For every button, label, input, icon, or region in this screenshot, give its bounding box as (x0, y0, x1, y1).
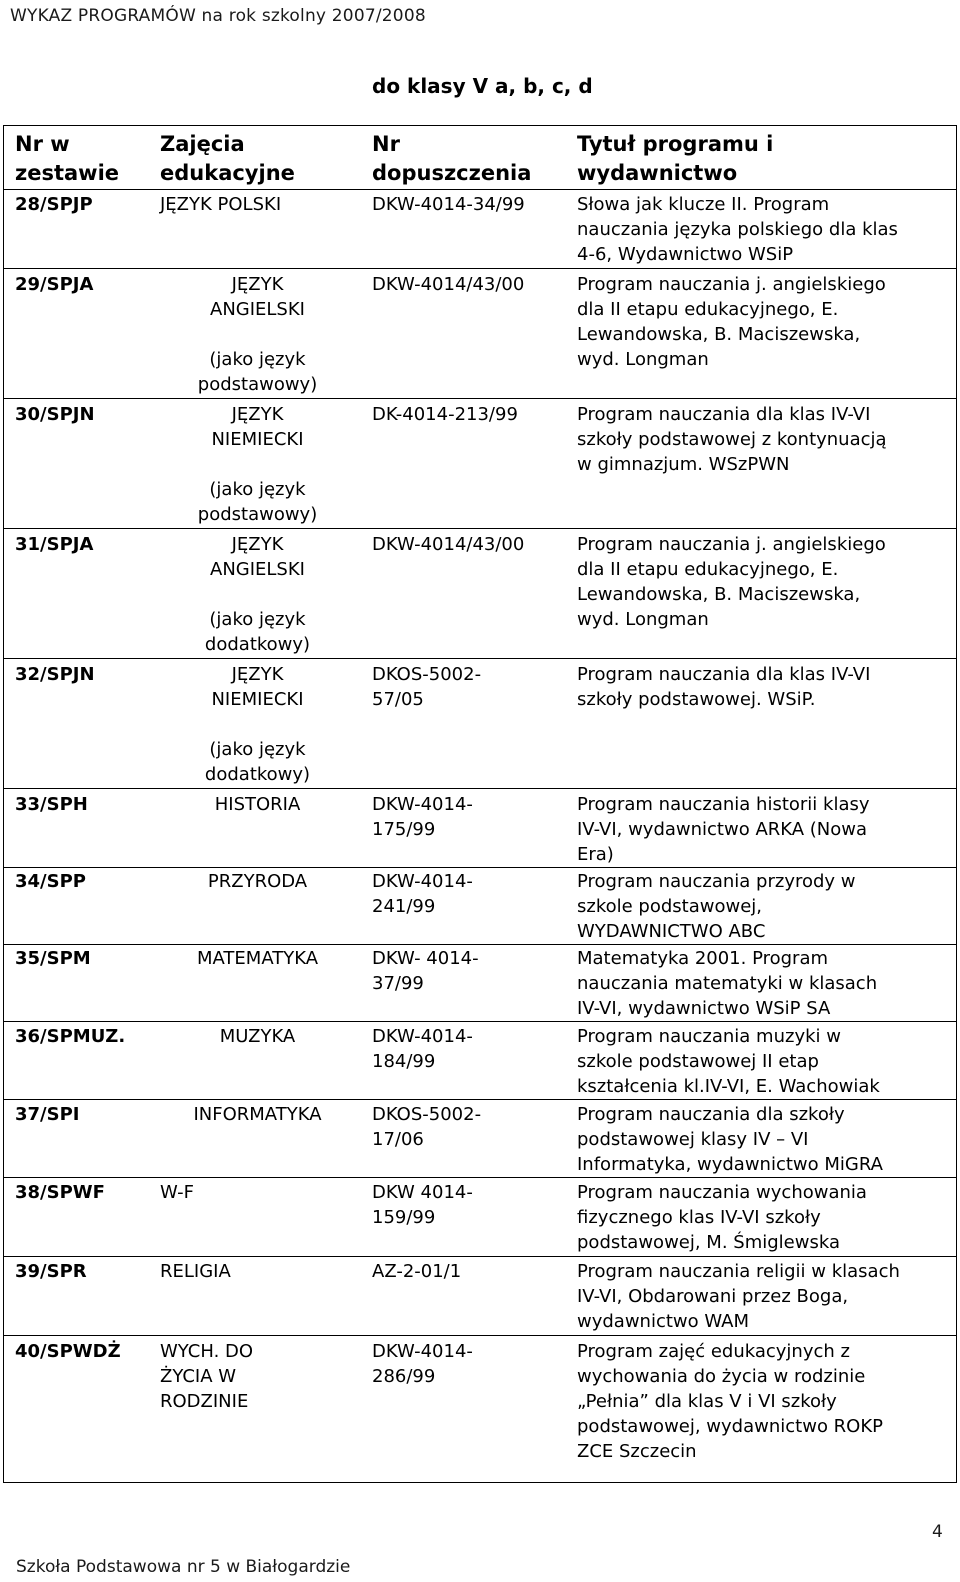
row-subject: MUZYKA (219, 1026, 296, 1047)
row-subject: (jako język (209, 609, 306, 630)
row-approval-number: 286/99 (372, 1366, 436, 1387)
row-divider (4, 189, 956, 190)
row-title: Program nauczania historii klasy (577, 794, 870, 815)
row-subject: JĘZYK (231, 664, 284, 685)
row-title: Program zajęć edukacyjnych z (577, 1341, 850, 1362)
row-subject: JĘZYK POLSKI (160, 194, 282, 215)
row-nr: 37/SPI (15, 1104, 80, 1125)
row-title: Era) (577, 844, 614, 865)
header-tytul: Tytuł programu i (577, 132, 774, 156)
row-title: szkole podstawowej II etap (577, 1051, 819, 1072)
row-approval-number: 241/99 (372, 896, 436, 917)
row-approval-number: DKW-4014/43/00 (372, 274, 525, 295)
row-title: nauczania matematyki w klasach (577, 973, 878, 994)
row-approval-number: DKOS-5002- (372, 664, 482, 685)
row-title: podstawowej klasy IV – VI (577, 1129, 809, 1150)
row-approval-number: 57/05 (372, 689, 424, 710)
row-title: Program nauczania j. angielskiego (577, 534, 886, 555)
row-title: Program nauczania dla klas IV-VI (577, 404, 871, 425)
row-approval-number: DKW-4014- (372, 871, 473, 892)
header-nr: Nr (372, 132, 400, 156)
row-subject: NIEMIECKI (211, 689, 304, 710)
row-approval-number: DKW-4014-34/99 (372, 194, 525, 215)
row-subject: HISTORIA (214, 794, 301, 815)
page-header: WYKAZ PROGRAMÓW na rok szkolny 2007/2008 (10, 6, 426, 26)
header-zajecia: Zajęcia (160, 132, 245, 156)
row-title: Program nauczania przyrody w (577, 871, 856, 892)
row-title: szkole podstawowej, (577, 896, 763, 917)
row-subject: (jako język (209, 739, 306, 760)
row-subject: PRZYRODA (207, 871, 308, 892)
row-divider (4, 788, 956, 789)
row-subject: (jako język (209, 479, 306, 500)
row-nr: 36/SPMUZ. (15, 1026, 126, 1047)
row-subject: RELIGIA (160, 1261, 231, 1282)
row-approval-number: DKW-4014- (372, 794, 473, 815)
row-title: wyd. Longman (577, 609, 709, 630)
row-subject: ANGIELSKI (210, 559, 305, 580)
row-subject: RODZINIE (160, 1391, 249, 1412)
row-approval-number: DKW-4014/43/00 (372, 534, 525, 555)
row-subject: MATEMATYKA (196, 948, 319, 969)
row-title: dla II etapu edukacyjnego, E. (577, 559, 839, 580)
row-title: dla II etapu edukacyjnego, E. (577, 299, 839, 320)
row-title: IV-VI, wydawnictwo ARKA (Nowa (577, 819, 868, 840)
row-approval-number: DKW- 4014- (372, 948, 479, 969)
row-approval-number: DKW-4014- (372, 1341, 473, 1362)
row-title: nauczania języka polskiego dla klas (577, 219, 898, 240)
row-title: IV-VI, Obdarowani przez Boga, (577, 1286, 849, 1307)
row-divider (4, 268, 956, 269)
row-title: Informatyka, wydawnictwo MiGRA (577, 1154, 883, 1175)
row-nr: 28/SPJP (15, 194, 93, 215)
row-subject: (jako język (209, 349, 306, 370)
row-title: ZCE Szczecin (577, 1441, 697, 1462)
row-approval-number: AZ-2-01/1 (372, 1261, 462, 1282)
row-title: Słowa jak klucze II. Program (577, 194, 830, 215)
row-nr: 34/SPP (15, 871, 86, 892)
row-title: Lewandowska, B. Maciszewska, (577, 324, 861, 345)
row-title: Matematyka 2001. Program (577, 948, 829, 969)
row-subject: ANGIELSKI (210, 299, 305, 320)
row-title: 4-6, Wydawnictwo WSiP (577, 244, 794, 265)
row-title: Program nauczania wychowania (577, 1182, 867, 1203)
header-edukacyjne: edukacyjne (160, 161, 295, 185)
document-subtitle: do klasy V a, b, c, d (372, 74, 593, 98)
row-title: Program nauczania muzyki w (577, 1026, 841, 1047)
row-title: „Pełnia” dla klas V i VI szkoły (577, 1391, 837, 1412)
row-subject: INFORMATYKA (193, 1104, 322, 1125)
row-title: wydawnictwo WAM (577, 1311, 750, 1332)
header-dopuszczenia: dopuszczenia (372, 161, 532, 185)
row-title: WYDAWNICTWO ABC (577, 921, 766, 942)
row-divider (4, 1256, 956, 1257)
row-approval-number: 175/99 (372, 819, 436, 840)
row-title: wyd. Longman (577, 349, 709, 370)
row-approval-number: DKW-4014- (372, 1026, 473, 1047)
row-approval-number: 37/99 (372, 973, 424, 994)
row-nr: 29/SPJA (15, 274, 94, 295)
row-subject: dodatkowy) (204, 764, 311, 785)
row-title: Lewandowska, B. Maciszewska, (577, 584, 861, 605)
row-title: kształcenia kl.IV-VI, E. Wachowiak (577, 1076, 880, 1097)
row-divider (4, 398, 956, 399)
row-divider (4, 1177, 956, 1178)
row-divider (4, 944, 956, 945)
row-title: Program nauczania religii w klasach (577, 1261, 900, 1282)
row-nr: 40/SPWDŻ (15, 1341, 121, 1362)
row-subject: JĘZYK (231, 404, 284, 425)
row-approval-number: 159/99 (372, 1207, 436, 1228)
row-subject: podstawowy) (197, 504, 318, 525)
row-title: Program nauczania dla klas IV-VI (577, 664, 871, 685)
row-subject: JĘZYK (231, 534, 284, 555)
row-subject: NIEMIECKI (211, 429, 304, 450)
row-approval-number: 184/99 (372, 1051, 436, 1072)
row-divider (4, 1099, 956, 1100)
row-title: Program nauczania j. angielskiego (577, 274, 886, 295)
row-approval-number: DKW 4014- (372, 1182, 473, 1203)
row-title: w gimnazjum. WSzPWN (577, 454, 790, 475)
row-title: IV-VI, wydawnictwo WSiP SA (577, 998, 831, 1019)
row-subject: WYCH. DO (160, 1341, 254, 1362)
row-title: szkoły podstawowej. WSiP. (577, 689, 816, 710)
page-number: 4 (932, 1522, 943, 1542)
row-nr: 38/SPWF (15, 1182, 105, 1203)
row-nr: 33/SPH (15, 794, 88, 815)
row-title: wychowania do życia w rodzinie (577, 1366, 866, 1387)
row-approval-number: 17/06 (372, 1129, 424, 1150)
header-wydawnictwo: wydawnictwo (577, 161, 738, 185)
row-divider (4, 867, 956, 868)
header-zestawie: zestawie (15, 161, 120, 185)
row-approval-number: DKOS-5002- (372, 1104, 482, 1125)
row-title: fizycznego klas IV-VI szkoły (577, 1207, 821, 1228)
row-nr: 35/SPM (15, 948, 91, 969)
footer-school-name: Szkoła Podstawowa nr 5 w Białogardzie (16, 1557, 351, 1577)
header-nr-w: Nr w (15, 132, 70, 156)
row-nr: 31/SPJA (15, 534, 94, 555)
row-subject: JĘZYK (231, 274, 284, 295)
row-subject: dodatkowy) (204, 634, 311, 655)
row-subject: W-F (160, 1182, 194, 1203)
row-divider (4, 1335, 956, 1336)
row-title: podstawowej, wydawnictwo ROKP (577, 1416, 884, 1437)
row-nr: 39/SPR (15, 1261, 87, 1282)
row-subject: podstawowy) (197, 374, 318, 395)
row-title: podstawowej, M. Śmiglewska (577, 1232, 840, 1253)
row-divider (4, 528, 956, 529)
row-approval-number: DK-4014-213/99 (372, 404, 518, 425)
row-nr: 32/SPJN (15, 664, 95, 685)
row-divider (4, 1021, 956, 1022)
row-title: szkoły podstawowej z kontynuacją (577, 429, 887, 450)
row-divider (4, 658, 956, 659)
row-title: Program nauczania dla szkoły (577, 1104, 845, 1125)
row-subject: ŻYCIA W (160, 1366, 237, 1387)
row-nr: 30/SPJN (15, 404, 95, 425)
